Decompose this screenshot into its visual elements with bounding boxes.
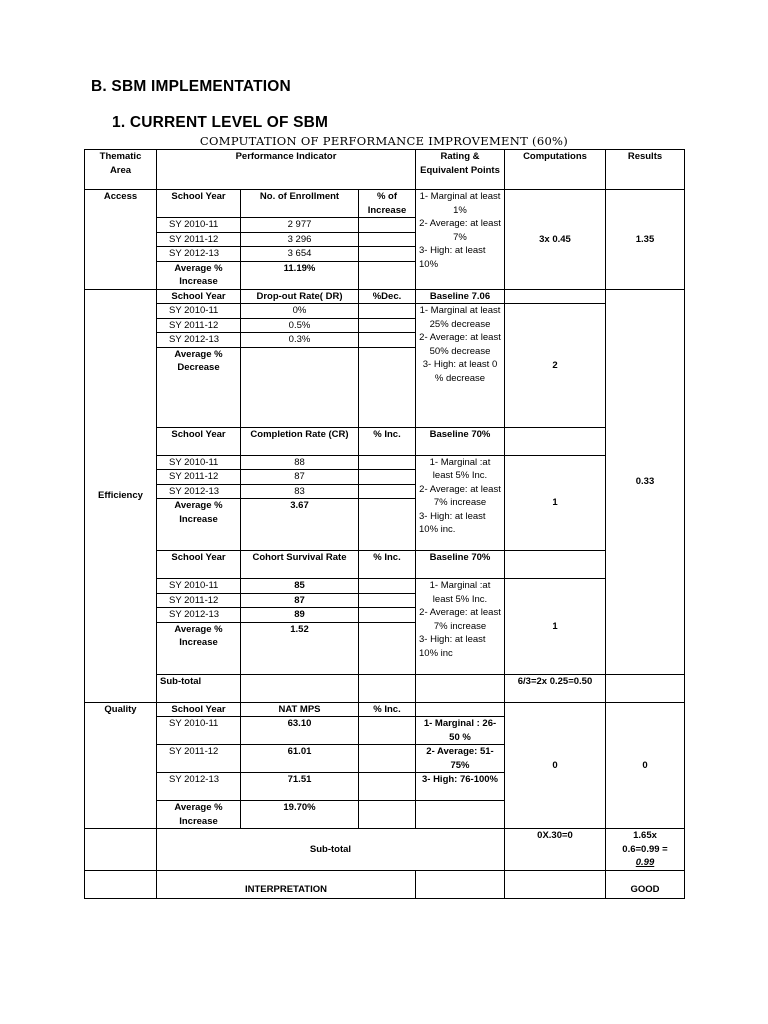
quality-col-indicator: NAT MPS (241, 702, 359, 717)
cohort-avg-pct (359, 622, 416, 674)
access-rating (416, 190, 505, 290)
access-year-3: SY 2012-13 (157, 247, 241, 262)
cohort-rating (416, 579, 505, 675)
dropout-pct-1 (359, 304, 416, 319)
access-value-1: 2 977 (241, 218, 359, 233)
dropout-computation: 2 (505, 304, 606, 428)
header-performance-indicator: Performance Indicator (157, 150, 416, 190)
subtotal-computation: 0X.30=0 (505, 829, 606, 871)
efficiency-subtotal-computation: 6/3=2x 0.25=0.50 (505, 674, 606, 702)
access-col-indicator: No. of Enrollment (241, 190, 359, 218)
cohort-value-1: 85 (241, 579, 359, 594)
completion-col-pct: % Inc. (359, 427, 416, 455)
dropout-avg-label: Average % Decrease (157, 347, 241, 427)
access-area-label: Access (85, 190, 157, 290)
completion-col-indicator: Completion Rate (CR) (241, 427, 359, 455)
interpretation-label: INTERPRETATION (157, 870, 416, 898)
subtotal-result (606, 829, 685, 871)
interpretation-area-blank (85, 870, 157, 898)
access-avg-pct (359, 261, 416, 289)
dropout-col-pct: %Dec. (359, 289, 416, 304)
subsection-title: 1. CURRENT LEVEL OF SBM (112, 114, 329, 131)
completion-avg-value: 3.67 (241, 499, 359, 551)
section-title: B. SBM IMPLEMENTATION (91, 78, 291, 95)
dropout-rating (416, 304, 505, 428)
completion-rating-3: 3- High: at least 10% inc. (419, 510, 486, 535)
quality-value-3: 71.51 (241, 773, 359, 801)
completion-computation: 1 (505, 455, 606, 551)
cohort-avg-value: 1.52 (241, 622, 359, 674)
access-value-2: 3 296 (241, 232, 359, 247)
cohort-year-1: SY 2010-11 (157, 579, 241, 594)
quality-col-pct: % Inc. (359, 702, 416, 717)
cohort-value-3: 89 (241, 608, 359, 623)
quality-value-1: 63.10 (241, 717, 359, 745)
dropout-pct-2 (359, 318, 416, 333)
cohort-blank (505, 551, 606, 579)
access-pct-1 (359, 218, 416, 233)
quality-rating-3: 3- High: 76-100% (416, 773, 505, 801)
quality-avg-pct (359, 801, 416, 829)
cohort-pct-3 (359, 608, 416, 623)
access-col-pct: % of Increase (359, 190, 416, 218)
table-caption: COMPUTATION OF PERFORMANCE IMPROVEMENT (60%) (199, 134, 569, 148)
interpretation-computation-blank (505, 870, 606, 898)
cohort-baseline: Baseline 70% (416, 551, 505, 579)
efficiency-area-label: Efficiency (85, 289, 157, 702)
access-avg-value: 11.19% (241, 261, 359, 289)
efficiency-result: 0.33 (606, 289, 685, 674)
cohort-col-indicator: Cohort Survival Rate (241, 551, 359, 579)
subtotal-result-line3: 0.99 (635, 857, 655, 868)
quality-rating-blank (416, 702, 505, 717)
completion-blank (505, 427, 606, 455)
completion-value-2: 87 (241, 470, 359, 485)
quality-computation: 0 (505, 702, 606, 829)
dropout-blank (505, 289, 606, 304)
quality-pct-2 (359, 745, 416, 773)
subtotal-result-line2: 0.6=0.99 = (622, 843, 668, 855)
quality-value-2: 61.01 (241, 745, 359, 773)
dropout-col-indicator: Drop-out Rate( DR) (241, 289, 359, 304)
quality-year-1: SY 2010-11 (157, 717, 241, 745)
completion-col-year: School Year (157, 427, 241, 455)
cohort-value-2: 87 (241, 593, 359, 608)
dropout-avg-value (241, 347, 359, 427)
completion-value-3: 83 (241, 484, 359, 499)
cohort-rating-1: 1- Marginal :at least 5% Inc. (429, 580, 491, 605)
completion-avg-label: Average % Increase (157, 499, 241, 551)
access-computation: 3x 0.45 (505, 190, 606, 290)
completion-pct-1 (359, 455, 416, 470)
header-thematic-area: Thematic Area (85, 150, 157, 190)
completion-rating-1: 1- Marginal :at least 5% Inc. (429, 456, 491, 481)
cohort-year-3: SY 2012-13 (157, 608, 241, 623)
header-rating: Rating & Equivalent Points (416, 150, 505, 190)
cohort-computation: 1 (505, 579, 606, 675)
dropout-col-year: School Year (157, 289, 241, 304)
access-value-3: 3 654 (241, 247, 359, 262)
completion-rating-2: 2- Average: at least 7% increase (419, 483, 501, 508)
quality-avg-rating (416, 801, 505, 829)
access-rating-3: 3- High: at least 10% (419, 245, 486, 270)
efficiency-subtotal-label: Sub-total (157, 674, 241, 702)
access-year-1: SY 2010-11 (157, 218, 241, 233)
quality-pct-3 (359, 773, 416, 801)
access-year-2: SY 2011-12 (157, 232, 241, 247)
quality-pct-1 (359, 717, 416, 745)
cohort-pct-1 (359, 579, 416, 594)
cohort-rating-3: 3- High: at least 10% inc (419, 634, 486, 659)
completion-year-3: SY 2012-13 (157, 484, 241, 499)
access-rating-2: 2- Average: at least 7% (419, 218, 501, 243)
dropout-rating-2: 2- Average: at least 50% decrease (419, 332, 501, 357)
cohort-col-year: School Year (157, 551, 241, 579)
cohort-rating-2: 2- Average: at least 7% increase (419, 607, 501, 632)
efficiency-subtotal-blank-3 (416, 674, 505, 702)
completion-rating (416, 455, 505, 551)
dropout-year-3: SY 2012-13 (157, 333, 241, 348)
dropout-year-1: SY 2010-11 (157, 304, 241, 319)
efficiency-subtotal-blank-1 (241, 674, 359, 702)
quality-area-label: Quality (85, 702, 157, 829)
dropout-year-2: SY 2011-12 (157, 318, 241, 333)
interpretation-result: GOOD (606, 870, 685, 898)
access-col-year: School Year (157, 190, 241, 218)
quality-result: 0 (606, 702, 685, 829)
dropout-value-2: 0.5% (241, 318, 359, 333)
completion-pct-2 (359, 470, 416, 485)
interpretation-rating-blank (416, 870, 505, 898)
subtotal-label: Sub-total (157, 829, 505, 871)
dropout-baseline: Baseline 7.06 (416, 289, 505, 304)
dropout-avg-pct (359, 347, 416, 427)
cohort-col-pct: % Inc. (359, 551, 416, 579)
subtotal-area-blank (85, 829, 157, 871)
quality-year-2: SY 2011-12 (157, 745, 241, 773)
header-results: Results (606, 150, 685, 190)
completion-year-1: SY 2010-11 (157, 455, 241, 470)
dropout-rating-3: 3- High: at least 0 % decrease (422, 359, 498, 384)
efficiency-subtotal-blank-2 (359, 674, 416, 702)
cohort-pct-2 (359, 593, 416, 608)
access-result: 1.35 (606, 190, 685, 290)
cohort-avg-label: Average % Increase (157, 622, 241, 674)
header-computations: Computations (505, 150, 606, 190)
access-pct-2 (359, 232, 416, 247)
quality-col-year: School Year (157, 702, 241, 717)
completion-avg-pct (359, 499, 416, 551)
completion-pct-3 (359, 484, 416, 499)
dropout-pct-3 (359, 333, 416, 348)
cohort-year-2: SY 2011-12 (157, 593, 241, 608)
access-rating-1: 1- Marginal at least 1% (419, 191, 501, 216)
completion-year-2: SY 2011-12 (157, 470, 241, 485)
dropout-value-1: 0% (241, 304, 359, 319)
performance-table (84, 149, 685, 899)
subtotal-result-line1: 1.65x (633, 830, 657, 841)
quality-avg-value: 19.70% (241, 801, 359, 829)
access-avg-label: Average % Increase (157, 261, 241, 289)
quality-avg-label: Average % Increase (157, 801, 241, 829)
access-pct-3 (359, 247, 416, 262)
quality-rating-1: 1- Marginal : 26-50 % (416, 717, 505, 745)
dropout-rating-1: 1- Marginal at least 25% decrease (419, 305, 501, 330)
efficiency-subtotal-result (606, 674, 685, 702)
quality-rating-2: 2- Average: 51-75% (416, 745, 505, 773)
quality-year-3: SY 2012-13 (157, 773, 241, 801)
completion-value-1: 88 (241, 455, 359, 470)
completion-baseline: Baseline 70% (416, 427, 505, 455)
dropout-value-3: 0.3% (241, 333, 359, 348)
